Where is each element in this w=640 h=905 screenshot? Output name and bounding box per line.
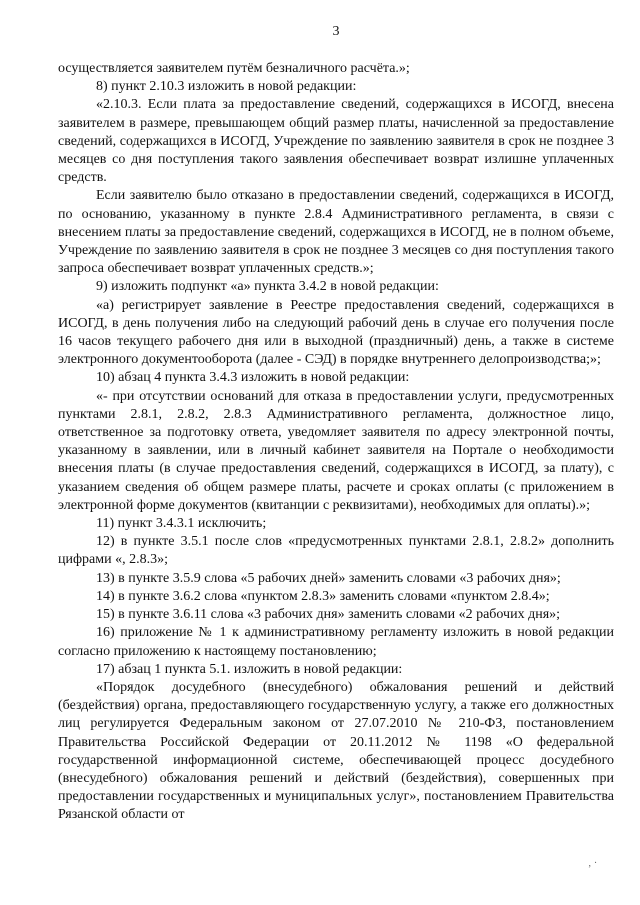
paragraph: осуществляется заявителем путём безналичного расчёта.»; bbox=[58, 61, 410, 76]
paragraph: 12) в пункте 3.5.1 после слов «предусмотренных пунктами 2.8.1, 2.8.2» дополнить цифрами «, 2.8.3»; bbox=[58, 534, 614, 568]
document-body bbox=[58, 60, 614, 825]
paragraph: 13) в пункте 3.5.9 слова «5 рабочих дней» заменить словами «3 рабочих дня»; bbox=[96, 570, 561, 586]
paragraph: «а) регистрирует заявление в Реестре предоставления сведений, содержащихся в ИСОГД, в день получения либо на следующий рабочий день в случае его получения после 16 часов текущего рабочего дня или в выходной (праздничный) день, а также в системе электронного документооборота (далее - СЭД) в порядке внутреннего делопроизводства;»; bbox=[58, 297, 614, 368]
paragraph: 15) в пункте 3.6.11 слова «3 рабочих дня» заменить словами «2 рабочих дня»; bbox=[96, 607, 561, 623]
paragraph: 14) в пункте 3.6.2 слова «пунктом 2.8.3» заменить словами «пунктом 2.8.4»; bbox=[96, 588, 550, 604]
paragraph: «2.10.3. Если плата за предоставление сведений, содержащихся в ИСОГД, внесена заявителем в размере, превышающем общий размер платы, начисленной за предоставление сведений, содержащихся в ИСОГД, Учреждение по заявлению заявителя в срок не позднее 3 месяцев со дня поступления такого заявления обеспечивает возврат излишне уплаченных средств. bbox=[58, 97, 614, 186]
paragraph: Если заявителю было отказано в предоставлении сведений, содержащихся в ИСОГД, по основанию, указанному в пункте 2.8.4 Административного регламента, в связи с внесением платы за предоставление сведений, содержащихся в ИСОГД, не в полном объеме, Учреждение по заявлению заявителя в срок не позднее 3 месяцев со дня поступления такого запроса обеспечивает возврат уплаченных средств.»; bbox=[58, 188, 614, 277]
paragraph: «- при отсутствии оснований для отказа в предоставлении услуги, предусмотренных пунктами 2.8.1, 2.8.2, 2.8.3 Административного регламента, должностное лицо, ответственное за подготовку ответа, уведомляет заявителя по адресу электронной почты, указанному в заявлении, или в личный кабинет заявителя на Портале о необходимости внесения платы (в случае предоставления сведений, содержащихся в ИСОГД, за плату), с указанием сведения об общем размере платы, расчете и сроках оплаты (с приложением в электронной форме документов (квитанции с реквизитами), необходимых для оплаты).»; bbox=[58, 388, 614, 513]
paragraph: «Порядок досудебного (внесудебного) обжалования решений и действий (бездействия) органа, предоставляющего государственную услугу, а также его должностных лиц регулируется Федеральным законом от 27.07.2010 № 210-ФЗ, постановлением Правительства Российской Федерации от 20.11.2012 № 1198 «О федеральной государственной информационной системе, обеспечивающей процесс досудебного (внесудебного) обжалования решений и действий (бездействия), совершенных при предоставлении государственных и муниципальных услуг», постановлением Правительства Рязанской области от bbox=[58, 679, 614, 823]
paragraph: 17) абзац 1 пункта 5.1. изложить в новой редакции: bbox=[96, 661, 403, 677]
paragraph: 16) приложение № 1 к административному регламенту изложить в новой редакции согласно приложению к настоящему постановлению; bbox=[58, 625, 614, 659]
paragraph: 11) пункт 3.4.3.1 исключить; bbox=[96, 516, 267, 532]
paragraph: 10) абзац 4 пункта 3.4.3 изложить в новой редакции: bbox=[96, 370, 410, 386]
page-number: 3 bbox=[332, 24, 340, 39]
paragraph: 9) изложить подпункт «а» пункта 3.4.2 в новой редакции: bbox=[96, 279, 439, 295]
paragraph: 8) пункт 2.10.3 изложить в новой редакции: bbox=[96, 79, 357, 95]
scan-artifact: ‚ · bbox=[588, 858, 598, 869]
